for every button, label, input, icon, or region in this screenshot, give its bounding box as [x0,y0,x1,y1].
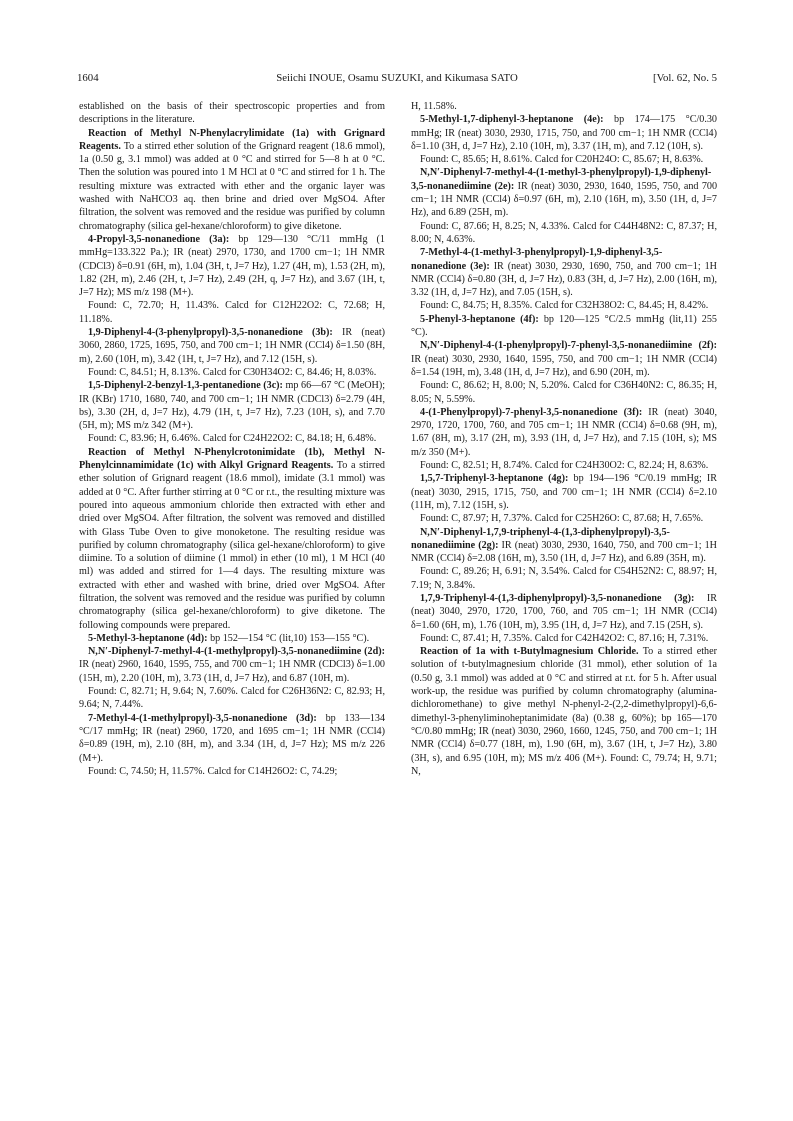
paragraph [411,166,717,219]
paragraph-text: IR (neat) 3030, 2930, 1640, 1595, 750, and 700 cm−1; 1H NMR (CCl4) δ=0.97 (6H, m), 2.10 (16H, m), 3.50 (1H, d, J=7 Hz), and 6.89 (25H, m). [411,180,718,219]
paragraph-text: Found: C, 72.70; H, 11.43%. Calcd for C12H22O2: C, 72.68; H, 11.18%. [79,300,385,325]
paragraph [79,127,385,233]
paragraph [411,379,717,406]
paragraph-text: Found: C, 74.50; H, 11.57%. Calcd for C14H26O2: C, 74.29; [88,765,338,777]
paragraph-text: bp 133—134 °C/17 mmHg; IR (neat) 2960, 1720, and 1695 cm−1; 1H NMR (CCl4) δ=0.89 (19H, m), 2.10 (8H, m), and 3.34 (1H, d, J=7 Hz); MS m/z 226 (M+). [79,712,385,764]
paragraph [411,246,717,299]
paragraph-text: bp 120—125 °C/2.5 mmHg (lit,11) 255 °C). [411,313,717,339]
paragraph [79,326,385,366]
paragraph-text: bp 174—175 °C/0.30 mmHg; IR (neat) 3030, 2930, 1715, 750, and 700 cm−1; 1H NMR (CCl4) δ=1.10 (3H, d, J=7 Hz), 2.10 (10H, m), 3.37 (1H, m), and 7.12 (10H, s). [411,114,717,152]
paragraph [411,512,717,525]
paragraph-heading: 7-Methyl-4-(1-methylpropyl)-3,5-nonanedione (3d): [88,712,317,724]
paragraph-text: mp 66—67 °C (MeOH); IR (KBr) 1710, 1680, 740, and 700 cm−1; 1H NMR (CDCl3) δ=2.79 (4H, bs), 3.30 (2H, d, J=7 Hz), 4.79 (1H, t, J=7 Hz), 7.23 (10H, s), and 7.70 (5H, m); MS m/z 342 (M+). [79,380,386,432]
paragraph-text: IR (neat) 3030, 2930, 1690, 750, and 700 cm−1; 1H NMR (CCl4) δ=0.80 (3H, d, J=7 Hz), 0.83 (3H, d, J=7 Hz), 2.00 (16H, m), 3.32 (1H, d, J=7 Hz), and 7.05 (15H, s). [411,260,717,299]
paragraph-heading: 1,5,7-Triphenyl-3-heptanone (4g): [420,473,569,485]
paragraph-text: IR (neat) 3030, 2930, 1640, 750, and 700 cm−1; 1H NMR (CCl4) δ=2.08 (16H, m), 3.50 (1H, d, J=7 Hz), and 6.89 (35H, m). [411,539,717,565]
paragraph [411,100,717,113]
paragraph-heading: Reaction of 1a with t-Butylmagnesium Chloride. [420,646,639,658]
paragraph [411,592,717,632]
paragraph [79,299,385,326]
paragraph-heading: 1,7,9-Triphenyl-4-(1,3-diphenylpropyl)-3,5-nonanedione (3g): [420,592,695,604]
paragraph-text: Found: C, 85.65; H, 8.61%. Calcd for C20H24O: C, 85.67; H, 8.63%. [420,154,704,166]
paragraph [411,113,717,153]
paragraph-text: IR (neat) 3040, 2970, 1720, 1700, 760, and 705 cm−1; 1H NMR (CCl4) δ=0.68 (9H, m), 1.67 (8H, m), 3.17 (2H, m), 3.93 (1H, d, J=7 Hz), and 7.15 (10H, s); MS m/z 350 (M+). [411,406,717,458]
paragraph [411,472,717,512]
paragraph-text: Found: C, 87.66; H, 8.25; N, 4.33%. Calcd for C44H48N2: C, 87.37; H, 8.00; N, 4.63%. [411,220,717,245]
paragraph-heading: 5-Phenyl-3-heptanone (4f): [420,313,539,325]
paragraph-text: Found: C, 89.26; H, 6.91; N, 3.54%. Calcd for C54H52N2: C, 88.97; H, 7.19; N, 3.84%. [411,566,717,591]
paragraph-heading: N,N′-Diphenyl-1,7,9-triphenyl-4-(1,3-diphenylpropyl)-3,5-nonanediimine (2g): [411,526,670,551]
paragraph [79,446,385,632]
paragraph [411,313,717,340]
paragraph [411,565,717,592]
paragraph [411,406,717,459]
paragraph [411,632,717,645]
paragraph [411,526,717,566]
volume-issue: [Vol. 62, No. 5 [653,72,717,84]
paragraph-heading: 4-Propyl-3,5-nonanedione (3a): [88,233,230,245]
paragraph [79,765,385,778]
paragraph [411,459,717,472]
paragraph-text: IR (neat) 3060, 2860, 1725, 1695, 750, and 700 cm−1; 1H NMR (CCl4) δ=1.50 (8H, m), 2.60 (10H, m), 3.42 (1H, t, J=7 Hz), and 7.12 (15H, s). [79,327,386,365]
paragraph-heading: 5-Methyl-3-heptanone (4d): [88,632,208,644]
paragraph-text: Found: C, 84.75; H, 8.35%. Calcd for C32H38O2: C, 84.45; H, 8.42%. [420,300,709,312]
paragraph-text: Found: C, 87.41; H, 7.35%. Calcd for C42H42O2: C, 87.16; H, 7.31%. [420,632,709,644]
paragraph-text: bp 129—130 °C/11 mmHg (1 mmHg=133.322 Pa.); IR (neat) 2970, 1730, and 1700 cm−1; 1H NMR (CDCl3) δ=0.91 (6H, m), 1.04 (3H, t, J=7 Hz), 1.27 (4H, m), 1.53 (2H, m), 1.82 (2H, m), 2.46 (2H, t, J=7 Hz), 2.49 (2H, q, J=7 Hz), and 3.67 (1H, t, J=7 Hz); MS m/z 198 (M+). [79,233,385,299]
paragraph-text: Found: C, 84.51; H, 8.13%. Calcd for C30H34O2: C, 84.46; H, 8.03%. [88,366,377,378]
paragraph [79,645,385,685]
paragraph-text: Found: C, 83.96; H, 6.46%. Calcd for C24H22O2: C, 84.18; H, 6.48%. [88,433,377,445]
paragraph-text: established on the basis of their spectroscopic properties and from descriptions in the literature. [79,101,385,126]
running-header [77,70,717,86]
paragraph-heading: Reaction of Methyl N-Phenylcrotonimidate (1b), Methyl N-Phenylcinnamimidate (1c) with Alkyl Grignard Reagents. [79,446,385,472]
paragraph [411,220,717,247]
paragraph [411,339,717,379]
paragraph-text: To a stirred ether solution of the Grignard reagent (18.6 mmol), 1a (0.50 g, 3.1 mmol) was added at 0 °C and stirred for 5—8 h at 0 °C. Then the solution was poured into 1 M HCl at 0 °C and stirred for 1 h. The resulting mixture was extracted with ether and the organic layer was washed with NaHCO3 aq. then brine and dried over MgSO4. After filtration, the solvent was removed and the residue was purified by column chromatography (silica gel-hexane/chloroform) to give diketone. [79,140,385,232]
page-number: 1604 [77,72,99,84]
paragraph-text: H, 11.58%. [411,101,457,112]
paragraph-text: IR (neat) 3040, 2970, 1720, 1700, 760, and 705 cm−1; 1H NMR (CCl4) δ=1.60 (6H, m), 1.76 (10H, m), 3.95 (1H, d, J=7 Hz), and 7.15 (25H, s). [411,592,717,631]
paragraph-text: Found: C, 82.71; H, 9.64; N, 7.60%. Calcd for C26H36N2: C, 82.93; H, 9.64; N, 7.44%. [79,686,385,711]
paragraph [79,712,385,765]
paragraph-text: Found: C, 82.51; H, 8.74%. Calcd for C24H30O2: C, 82.24; H, 8.63%. [420,460,709,472]
paragraph-heading: 4-(1-Phenylpropyl)-7-phenyl-3,5-nonanedione (3f): [420,406,643,418]
paragraph-text: bp 152—154 °C (lit,10) 153—155 °C). [210,632,370,644]
paragraph-heading: 5-Methyl-1,7-diphenyl-3-heptanone (4e): [420,114,604,126]
paragraph [411,153,717,166]
paragraph [79,100,385,127]
paragraph-text: bp 194—196 °C/0.19 mmHg; IR (neat) 3030, 2915, 1715, 750, and 700 cm−1; 1H NMR (CCl4) δ=2.10 (11H, m), 7.12 (15H, s). [411,473,718,511]
paragraph [411,299,717,312]
paragraph [79,379,385,432]
paragraph-text: To a stirred ether solution of t-butylmagnesium chloride (31 mmol), ether solution of 1a (0.50 g, 3.1 mmol) was added at 0 °C and stirred at r.t. for 5 h. After usual work-up, the residue was purified by column chromatography (alumina-dichloromethane) to give methyl N-phenyl-2-(2,2-dimethylpropyl)-6,6-dimethyl-3-phenyliminoheptanimidate (8a) (0.38 g, 60%); bp 165—170 °C/0.80 mmHg; IR (neat) 3030, 2960, 1660, 1245, 750, and 700 cm−1; 1H NMR (CCl4) δ=0.77 (18H, m), 1.90 (6H, m), 3.67 (1H, t, J=7 Hz), 3.80 (3H, s), and 6.95 (10H, m); MS m/z 406 (M+). Found: C, 79.74; H, 9.71; N, [411,646,717,777]
paragraph [79,432,385,445]
paragraph-heading: 7-Methyl-4-(1-methyl-3-phenylpropyl)-1,9-diphenyl-3,5-nonanedione (3e): [411,247,663,272]
paragraph [411,645,717,778]
paragraph-heading: N,N′-Diphenyl-7-methyl-4-(1-methyl-3-phenylpropyl)-1,9-diphenyl-3,5-nonanediimine (2e): [411,167,712,192]
paragraph [79,632,385,645]
paragraph [79,685,385,712]
paragraph-heading: 1,9-Diphenyl-4-(3-phenylpropyl)-3,5-nonanedione (3b): [88,327,333,339]
paragraph-heading: 1,5-Diphenyl-2-benzyl-1,3-pentanedione (3c): [88,380,283,392]
paragraph-text: To a stirred ether solution of Grignard reagent (18.6 mmol), imidate (3.1 mmol) was added at 0 °C. After further stirring at 0 °C or r.t., the resulting mixture was poured into aqueous ammonium chloride then extracted with ether and dried over MgSO4. After filtration, the solvent was removed and distilled with Glass Tube Oven to give monoketone. The resulting residue was purified by column chromatography (silica gel-hexane/chloroform) to give diimine. To a solution of diimine (1 mmol) in ether (10 ml), 1 M HCl (40 ml) was added and stirred for 1—4 days. The resulting mixture was extracted with ether and washed with brine, dried over MgSO4. After filtration, the solvent was removed and the residue was purified by column chromatography (silica gel-hexane/chloroform) to give diketone. The following compounds were prepared. [79,460,385,631]
left-column [79,100,385,778]
paragraph [79,233,385,299]
paragraph-heading: N,N′-Diphenyl-7-methyl-4-(1-methylpropyl)-3,5-nonanediimine (2d): [88,646,385,658]
paragraph-text: IR (neat) 2960, 1640, 1595, 755, and 700 cm−1; 1H NMR (CDCl3) δ=1.00 (15H, m), 2.20 (10H, m), 3.73 (1H, d, J=7 Hz), and 6.87 (10H, m). [79,659,385,684]
paragraph-text: Found: C, 87.97; H, 7.37%. Calcd for C25H26O: C, 87.68; H, 7.65%. [420,513,704,525]
paragraph [79,366,385,379]
paragraph-text: Found: C, 86.62; H, 8.00; N, 5.20%. Calcd for C36H40N2: C, 86.35; H, 8.05; N, 5.59%. [411,380,717,405]
right-column [411,100,717,778]
paragraph-heading: N,N′-Diphenyl-4-(1-phenylpropyl)-7-phenyl-3,5-nonanediimine (2f): [420,340,717,352]
paragraph-text: IR (neat) 3030, 2930, 1640, 1595, 750, and 700 cm−1; 1H NMR (CCl4) δ=1.54 (19H, m), 3.48 (1H, d, J=7 Hz), and 6.90 (20H, m). [411,353,717,378]
paragraph-heading: Reaction of Methyl N-Phenylacrylimidate (1a) with Grignard Reagents. [79,127,385,152]
running-header-authors: Seiichi INOUE, Osamu SUZUKI, and Kikumasa SATO [276,72,518,84]
